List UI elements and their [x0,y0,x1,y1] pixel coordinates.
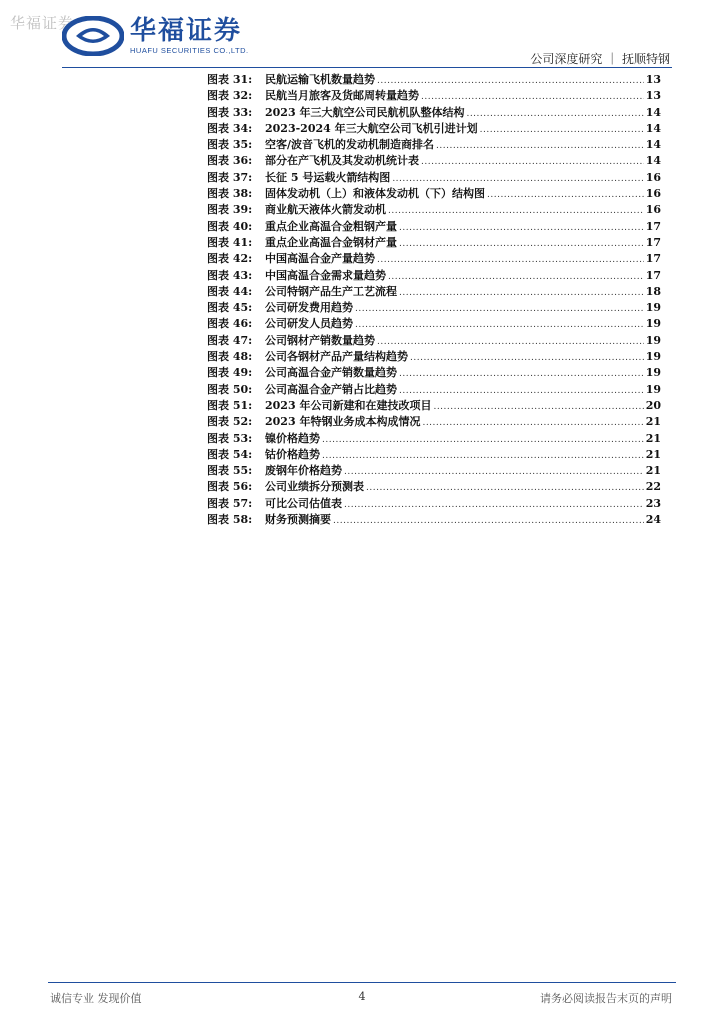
toc-entry-label: 图表 42: [207,252,253,266]
toc-leader-dots [377,337,644,347]
toc-entry-page: 18 [645,284,661,298]
toc-entry-label: 图表 38: [207,187,253,201]
toc-entry-title: 中国高温合金需求量趋势 [265,268,386,282]
logo-name-en: HUAFU SECURITIES CO.,LTD. [130,46,249,55]
toc-entry-title: 2023 年特钢业务成本构成情况 [265,415,421,429]
toc-entry-label: 图表 33: [207,105,253,119]
toc-entry-label: 图表 43: [207,268,253,282]
toc-entry-page: 17 [645,252,661,266]
toc-leader-dots [322,451,644,461]
toc-entry-page: 19 [645,301,661,315]
toc-leader-dots [422,418,643,428]
toc-leader-dots [333,516,644,526]
toc-entry-label: 图表 32: [207,89,253,103]
toc-entry[interactable] [207,250,661,266]
toc-entry[interactable] [207,218,661,234]
toc-entry-title: 重点企业高温合金粗钢产量 [265,219,397,233]
toc-entry-title: 长征 5 号运载火箭结构图 [265,170,391,184]
toc-entry[interactable] [207,397,661,413]
toc-entry-label: 图表 57: [207,496,253,510]
toc-entry-title: 公司钢材产销数量趋势 [265,333,375,347]
toc-entry-page: 13 [645,89,661,103]
toc-entry[interactable] [207,169,661,185]
toc-entry-label: 图表 54: [207,447,253,461]
toc-entry-page: 24 [645,513,661,527]
toc-entry-page: 17 [645,268,661,282]
huafu-logo-icon [62,16,124,56]
logo-name-cn: 华福证券 [130,16,243,46]
toc-entry[interactable] [207,413,661,429]
toc-entry-page: 16 [645,203,661,217]
toc-entry[interactable] [207,462,661,478]
toc-entry-title: 固体发动机（上）和液体发动机（下）结构图 [265,187,485,201]
toc-leader-dots [392,174,643,184]
toc-entry-title: 部分在产飞机及其发动机统计表 [265,154,419,168]
company-logo [62,16,249,56]
toc-entry[interactable] [207,315,661,331]
toc-leader-dots [399,223,644,233]
toc-entry-page: 19 [645,366,661,380]
toc-leader-dots [355,320,644,330]
toc-entry[interactable] [207,348,661,364]
toc-entry-label: 图表 56: [207,480,253,494]
toc-entry-label: 图表 44: [207,284,253,298]
toc-entry-label: 图表 40: [207,219,253,233]
toc-leader-dots [322,435,644,445]
toc-entry[interactable] [207,511,661,527]
toc-entry-title: 2023 年公司新建和在建技改项目 [265,398,432,412]
toc-entry-label: 图表 36: [207,154,253,168]
toc-entry-page: 13 [645,73,661,86]
toc-entry-label: 图表 55: [207,464,253,478]
toc-entry-title: 民航运输飞机数量趋势 [265,73,375,86]
footer-slogan: 诚信专业 发现价值 [50,992,142,1005]
toc-entry-page: 14 [645,105,661,119]
toc-entry-title: 公司研发人员趋势 [265,317,353,331]
toc-entry-label: 图表 52: [207,415,253,429]
toc-leader-dots [399,288,644,298]
toc-leader-dots [410,353,644,363]
toc-entry-page: 19 [645,350,661,364]
toc-entry[interactable] [207,120,661,136]
toc-entry-label: 图表 51: [207,398,253,412]
toc-entry-label: 图表 39: [207,203,253,217]
toc-leader-dots [421,157,644,167]
toc-entry-title: 空客/波音飞机的发动机制造商排名 [265,138,435,152]
toc-entry-title: 可比公司估值表 [265,496,342,510]
toc-entry-label: 图表 31: [207,73,253,86]
toc-entry-label: 图表 45: [207,301,253,315]
toc-leader-dots [366,483,644,493]
toc-leader-dots [466,109,643,119]
toc-entry[interactable] [207,71,661,87]
toc-entry-title: 废钢年价格趋势 [265,464,342,478]
toc-entry-page: 14 [645,121,661,135]
toc-leader-dots [377,76,644,86]
footer-disclaimer: 请务必阅读报告末页的声明 [540,992,672,1005]
toc-entry[interactable] [207,104,661,120]
toc-leader-dots [487,190,644,200]
toc-entry-page: 19 [645,382,661,396]
toc-leader-dots [433,402,643,412]
toc-entry-page: 17 [645,235,661,249]
toc-entry-page: 19 [645,317,661,331]
toc-entry-title: 2023 年三大航空公司民航机队整体结构 [265,105,465,119]
toc-entry-label: 图表 58: [207,513,253,527]
toc-leader-dots [421,92,644,102]
toc-entry[interactable] [207,299,661,315]
toc-entry-label: 图表 47: [207,333,253,347]
toc-entry-title: 公司业绩拆分预测表 [265,480,364,494]
toc-entry-label: 图表 50: [207,382,253,396]
toc-entry[interactable] [207,136,661,152]
toc-entry-label: 图表 48: [207,350,253,364]
toc-leader-dots [344,500,644,510]
toc-entry-page: 14 [645,154,661,168]
toc-entry[interactable] [207,478,661,494]
toc-leader-dots [480,125,644,135]
toc-leader-dots [355,304,644,314]
toc-entry-page: 14 [645,138,661,152]
footer-divider [48,982,676,983]
toc-leader-dots [399,369,644,379]
toc-entry-label: 图表 37: [207,170,253,184]
toc-entry[interactable] [207,185,661,201]
toc-entry[interactable] [207,430,661,446]
toc-entry-page: 21 [645,464,661,478]
toc-entry-title: 中国高温合金产量趋势 [265,252,375,266]
toc-leader-dots [399,386,644,396]
toc-entry-title: 重点企业高温合金钢材产量 [265,235,397,249]
toc-entry-label: 图表 46: [207,317,253,331]
toc-entry-title: 公司高温合金产销数量趋势 [265,366,397,380]
toc-entry-page: 19 [645,333,661,347]
toc-entry-title: 镍价格趋势 [265,431,320,445]
toc-leader-dots [344,467,644,477]
toc-entry-title: 民航当月旅客及货邮周转量趋势 [265,89,419,103]
toc-entry-label: 图表 49: [207,366,253,380]
toc-entry-page: 20 [645,398,661,412]
toc-entry-label: 图表 34: [207,121,253,135]
toc-entry-page: 21 [645,447,661,461]
toc-entry-title: 公司高温合金产销占比趋势 [265,382,397,396]
toc-entry-title: 公司研发费用趋势 [265,301,353,315]
toc-entry[interactable] [207,381,661,397]
toc-entry[interactable] [207,495,661,511]
toc-entry-label: 图表 41: [207,235,253,249]
toc-entry[interactable] [207,201,661,217]
toc-entry-label: 图表 53: [207,431,253,445]
toc-entry-page: 16 [645,187,661,201]
toc-leader-dots [436,141,644,151]
toc-entry[interactable] [207,267,661,283]
toc-leader-dots [388,272,644,282]
toc-entry[interactable] [207,446,661,462]
toc-entry-label: 图表 35: [207,138,253,152]
toc-entry-page: 16 [645,170,661,184]
toc-entry-page: 17 [645,219,661,233]
toc-entry[interactable] [207,234,661,250]
toc-entry[interactable] [207,283,661,299]
toc-entry-page: 22 [645,480,661,494]
header-divider [62,67,672,68]
watermark-text: 华福证券 [10,14,75,32]
toc-entry-page: 21 [645,415,661,429]
toc-entry-title: 公司特钢产品生产工艺流程 [265,284,397,298]
page-number: 4 [358,990,366,1003]
toc-leader-dots [377,255,644,265]
toc-entry[interactable] [207,87,661,103]
toc-entry-page: 21 [645,431,661,445]
toc-entry-page: 23 [645,496,661,510]
toc-entry-title: 钴价格趋势 [265,447,320,461]
toc-entry[interactable] [207,332,661,348]
toc-entry-title: 商业航天液体火箭发动机 [265,203,386,217]
report-type: 公司深度研究 ｜ 抚顺特钢 [530,52,670,66]
toc-entry[interactable] [207,364,661,380]
toc-entry-title: 财务预测摘要 [265,513,331,527]
toc-entry[interactable] [207,152,661,168]
toc-leader-dots [399,239,644,249]
toc-entry-title: 公司各钢材产品产量结构趋势 [265,350,408,364]
toc-leader-dots [388,206,644,216]
table-of-figures [207,71,661,527]
toc-entry-title: 2023-2024 年三大航空公司飞机引进计划 [265,121,478,135]
